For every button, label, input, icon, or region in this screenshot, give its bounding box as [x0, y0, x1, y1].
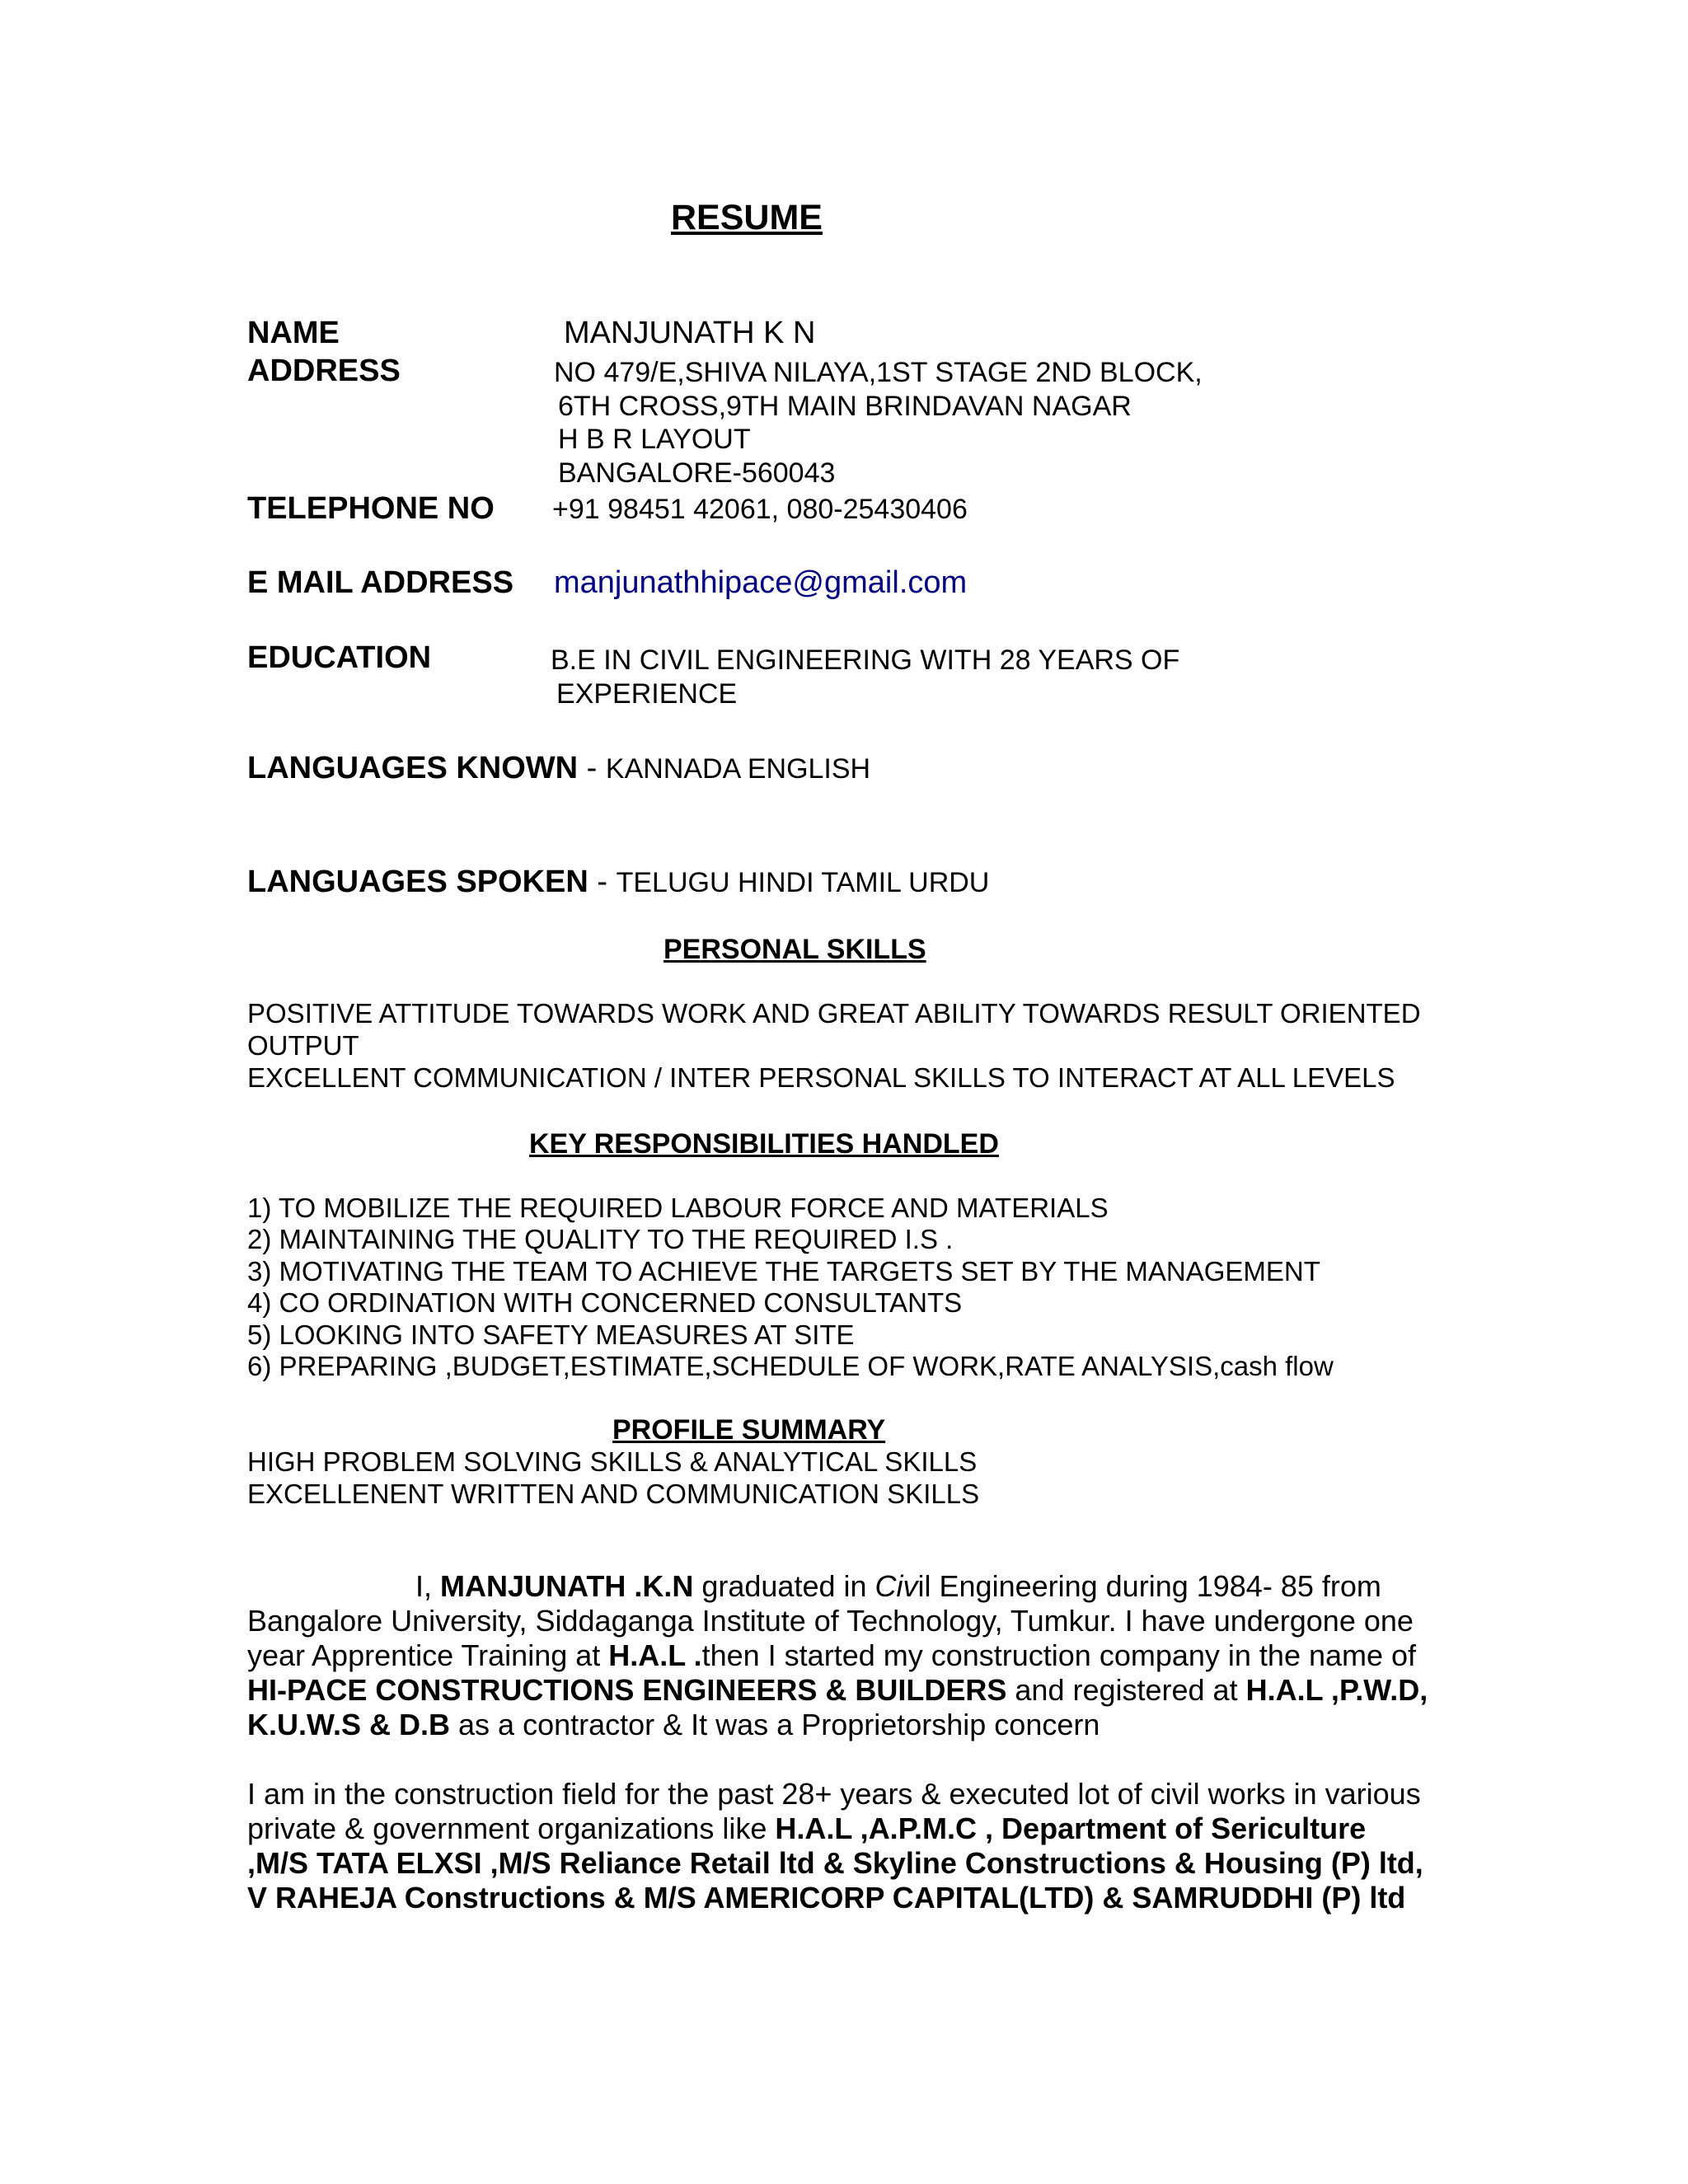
- responsibility-item: 2) MAINTAINING THE QUALITY TO THE REQUIRED I.S .: [247, 1224, 954, 1254]
- languages-spoken-separator: -: [588, 865, 617, 899]
- intro-italic: Civ: [874, 1569, 918, 1603]
- education-label: EDUCATION: [247, 640, 432, 675]
- registrations: H.A.L ,P.W.D, K.U.W.S & D.B: [247, 1673, 1428, 1741]
- profile-summary-line: EXCELLENENT WRITTEN AND COMMUNICATION SKILLS: [247, 1479, 980, 1509]
- telephone-value: +91 98451 42061, 080-25430406: [552, 494, 968, 525]
- page-title: RESUME: [671, 198, 823, 237]
- intro-text: il Engineering during 1984- 85 from Bangalore University, Siddaganga Institute of Technology, Tumkur. I have undergone one year Apprentice Training at: [247, 1569, 1414, 1672]
- personal-skill-line: POSITIVE ATTITUDE TOWARDS WORK AND GREAT ABILITY TOWARDS RESULT ORIENTED: [247, 998, 1421, 1029]
- address-line-1: NO 479/E,SHIVA NILAYA,1ST STAGE 2ND BLOCK,: [554, 357, 1203, 388]
- languages-known-value: KANNADA ENGLISH: [605, 753, 871, 785]
- intro-paragraph: [247, 1569, 1434, 1742]
- responsibility-item: 6) PREPARING ,BUDGET,ESTIMATE,SCHEDULE OF WORK,RATE ANALYSIS,cash flow: [247, 1351, 1334, 1381]
- responsibility-item: 3) MOTIVATING THE TEAM TO ACHIEVE THE TARGETS SET BY THE MANAGEMENT: [247, 1256, 1320, 1286]
- profile-summary-line: HIGH PROBLEM SOLVING SKILLS & ANALYTICAL SKILLS: [247, 1446, 978, 1477]
- key-responsibilities-heading: KEY RESPONSIBILITIES HANDLED: [529, 1128, 999, 1160]
- personal-skill-line: EXCELLENT COMMUNICATION / INTER PERSONAL SKILLS TO INTERACT AT ALL LEVELS: [247, 1062, 1395, 1093]
- languages-known-separator: -: [578, 751, 606, 785]
- experience-paragraph: [247, 1777, 1434, 1915]
- address-label: ADDRESS: [247, 354, 401, 388]
- profile-summary-heading: PROFILE SUMMARY: [612, 1414, 886, 1446]
- address-line-2: 6TH CROSS,9TH MAIN BRINDAVAN NAGAR: [558, 391, 1132, 422]
- languages-known-row: [247, 751, 870, 786]
- intro-name: MANJUNATH .K.N: [440, 1569, 694, 1603]
- responsibility-item: 1) TO MOBILIZE THE REQUIRED LABOUR FORCE AND MATERIALS: [247, 1193, 1109, 1223]
- education-line-2: EXPERIENCE: [556, 678, 738, 710]
- languages-known-label: LANGUAGES KNOWN: [247, 751, 579, 785]
- intro-text: then I started my construction company in the name of: [701, 1638, 1417, 1672]
- clients-list: H.A.L ,A.P.M.C , Department of Sericulture ,M/S TATA ELXSI ,M/S Reliance Retail ltd & Skyline Constructions & Housing (P) ltd, V RAHEJA Constructions & M/S AMERICORP CAPITAL(LTD) & SAMRUDDHI (P) ltd: [247, 1811, 1423, 1915]
- address-line-4: BANGALORE-560043: [558, 457, 836, 489]
- telephone-label: TELEPHONE NO: [247, 491, 495, 526]
- intro-text: and registered at: [1006, 1673, 1246, 1707]
- name-label: NAME: [247, 316, 340, 350]
- personal-skills-heading: PERSONAL SKILLS: [663, 934, 926, 965]
- intro-bold: H.A.L .: [608, 1638, 702, 1672]
- education-line-1: B.E IN CIVIL ENGINEERING WITH 28 YEARS OF: [551, 644, 1180, 676]
- company-name: HI-PACE CONSTRUCTIONS ENGINEERS & BUILDERS: [247, 1673, 1007, 1707]
- responsibility-item: 4) CO ORDINATION WITH CONCERNED CONSULTANTS: [247, 1287, 963, 1318]
- intro-text: I,: [415, 1569, 441, 1603]
- email-link[interactable]: manjunathhipace@gmail.com: [554, 565, 968, 600]
- intro-text: as a contractor & It was a Proprietorship concern: [450, 1708, 1100, 1741]
- intro-text: graduated in: [693, 1569, 875, 1603]
- personal-skill-line: OUTPUT: [247, 1030, 359, 1061]
- name-value: MANJUNATH K N: [564, 316, 816, 350]
- email-label: E MAIL ADDRESS: [247, 565, 514, 600]
- experience-text: I am in the construction field for the past 28+ years & executed lot of civil works in various private & government organizations like: [247, 1777, 1421, 1845]
- responsibility-item: 5) LOOKING INTO SAFETY MEASURES AT SITE: [247, 1319, 855, 1350]
- languages-spoken-label: LANGUAGES SPOKEN: [247, 865, 588, 899]
- languages-spoken-row: [247, 865, 989, 900]
- address-line-3: H B R LAYOUT: [558, 424, 751, 455]
- languages-spoken-value: TELUGU HINDI TAMIL URDU: [616, 867, 990, 898]
